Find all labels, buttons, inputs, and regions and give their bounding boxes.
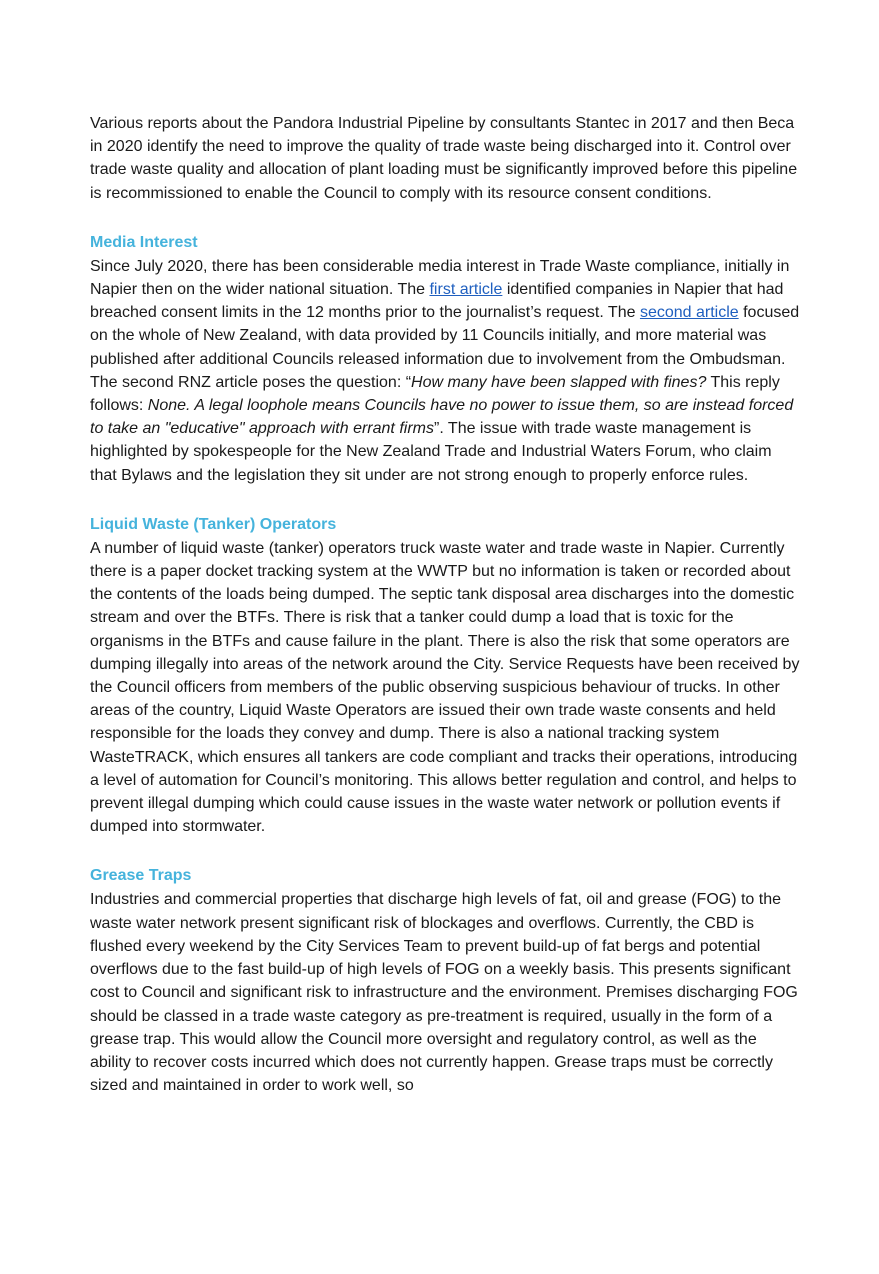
media-interest-paragraph: Since July 2020, there has been considerable media interest in Trade Waste compliance, initially in Napier then on the wider national situation. The first article identified companies in Napier that had breached consent limits in the 12 months prior to the journalist’s request. The second article focused on the whole of New Zealand, with data provided by 11 Councils initially, and more material was published after additional Councils released information due to involvement from the Ombudsman. The second RNZ article poses the question: “How many have been slapped with fines? This reply follows: None. A legal loophole means Councils have no power to issue them, so are instead forced to take an "educative" approach with errant firms”. The issue with trade waste management is highlighted by spokespeople for the New Zealand Trade and Industrial Waters Forum, who claim that Bylaws and the legislation they sit under are not strong enough to properly enforce rules.	[90, 257, 800, 484]
liquid-waste-paragraph: A number of liquid waste (tanker) operators truck waste water and trade waste in Napier. Currently there is a paper docket tracking system at the WWTP but no information is taken or recorded about the contents of the loads being dumped. The septic tank disposal area discharges into the domestic stream and over the BTFs. There is risk that a tanker could dump a load that is toxic for the organisms in the BTFs and cause failure in the plant. There is also the risk that some operators are dumping illegally into areas of the network around the City. Service Requests have been received by the Council officers from members of the public observing suspicious behaviour of trucks. In other areas of the country, Liquid Waste Operators are issued their own trade waste consents and held responsible for the loads they convey and dump. There is also a national tracking system WasteTRACK, which ensures all tankers are code compliant and tracks their operations, introducing a level of automation for Council’s monitoring. This allows better regulation and control, and helps to prevent illegal dumping which could cause issues in the waste water network or pollution events if dumped into stormwater.	[90, 539, 800, 836]
spacer	[90, 205, 800, 231]
first-article-link[interactable]: first article	[429, 281, 503, 299]
grease-traps-paragraph: Industries and commercial properties that discharge high levels of fat, oil and grease (FOG) to the waste water network present significant risk of blockages and overflows. Currently, the CBD is flushed every weekend by the City Services Team to prevent build-up of fat bergs and potential overflows due to the fast build-up of high levels of FOG on a weekly basis. This presents significant cost to Council and significant risk to infrastructure and the environment. Premises discharging FOG should be classed in a trade waste category as pre-treatment is required, usually in the form of a grease trap. This would allow the Council more oversight and regulatory control, as well as the ability to recover costs incurred which does not currently happen. Grease traps must be correctly sized and maintained in order to work well, so	[90, 891, 798, 1095]
spacer	[90, 838, 800, 864]
liquid-waste-heading: Liquid Waste (Tanker) Operators	[90, 515, 337, 533]
media-interest-heading: Media Interest	[90, 233, 198, 251]
second-article-link[interactable]: second article	[639, 304, 739, 322]
grease-traps-heading: Grease Traps	[90, 867, 192, 885]
intro-paragraph: Various reports about the Pandora Industrial Pipeline by consultants Stantec in 2017 and then Beca in 2020 identify the need to improve the quality of trade waste being discharged into it. Control over trade waste quality and allocation of plant loading must be significantly improved before this pipeline is recommissioned to enable the Council to comply with its resource consent conditions.	[90, 115, 798, 202]
document-page	[90, 112, 800, 1097]
spacer	[90, 487, 800, 513]
